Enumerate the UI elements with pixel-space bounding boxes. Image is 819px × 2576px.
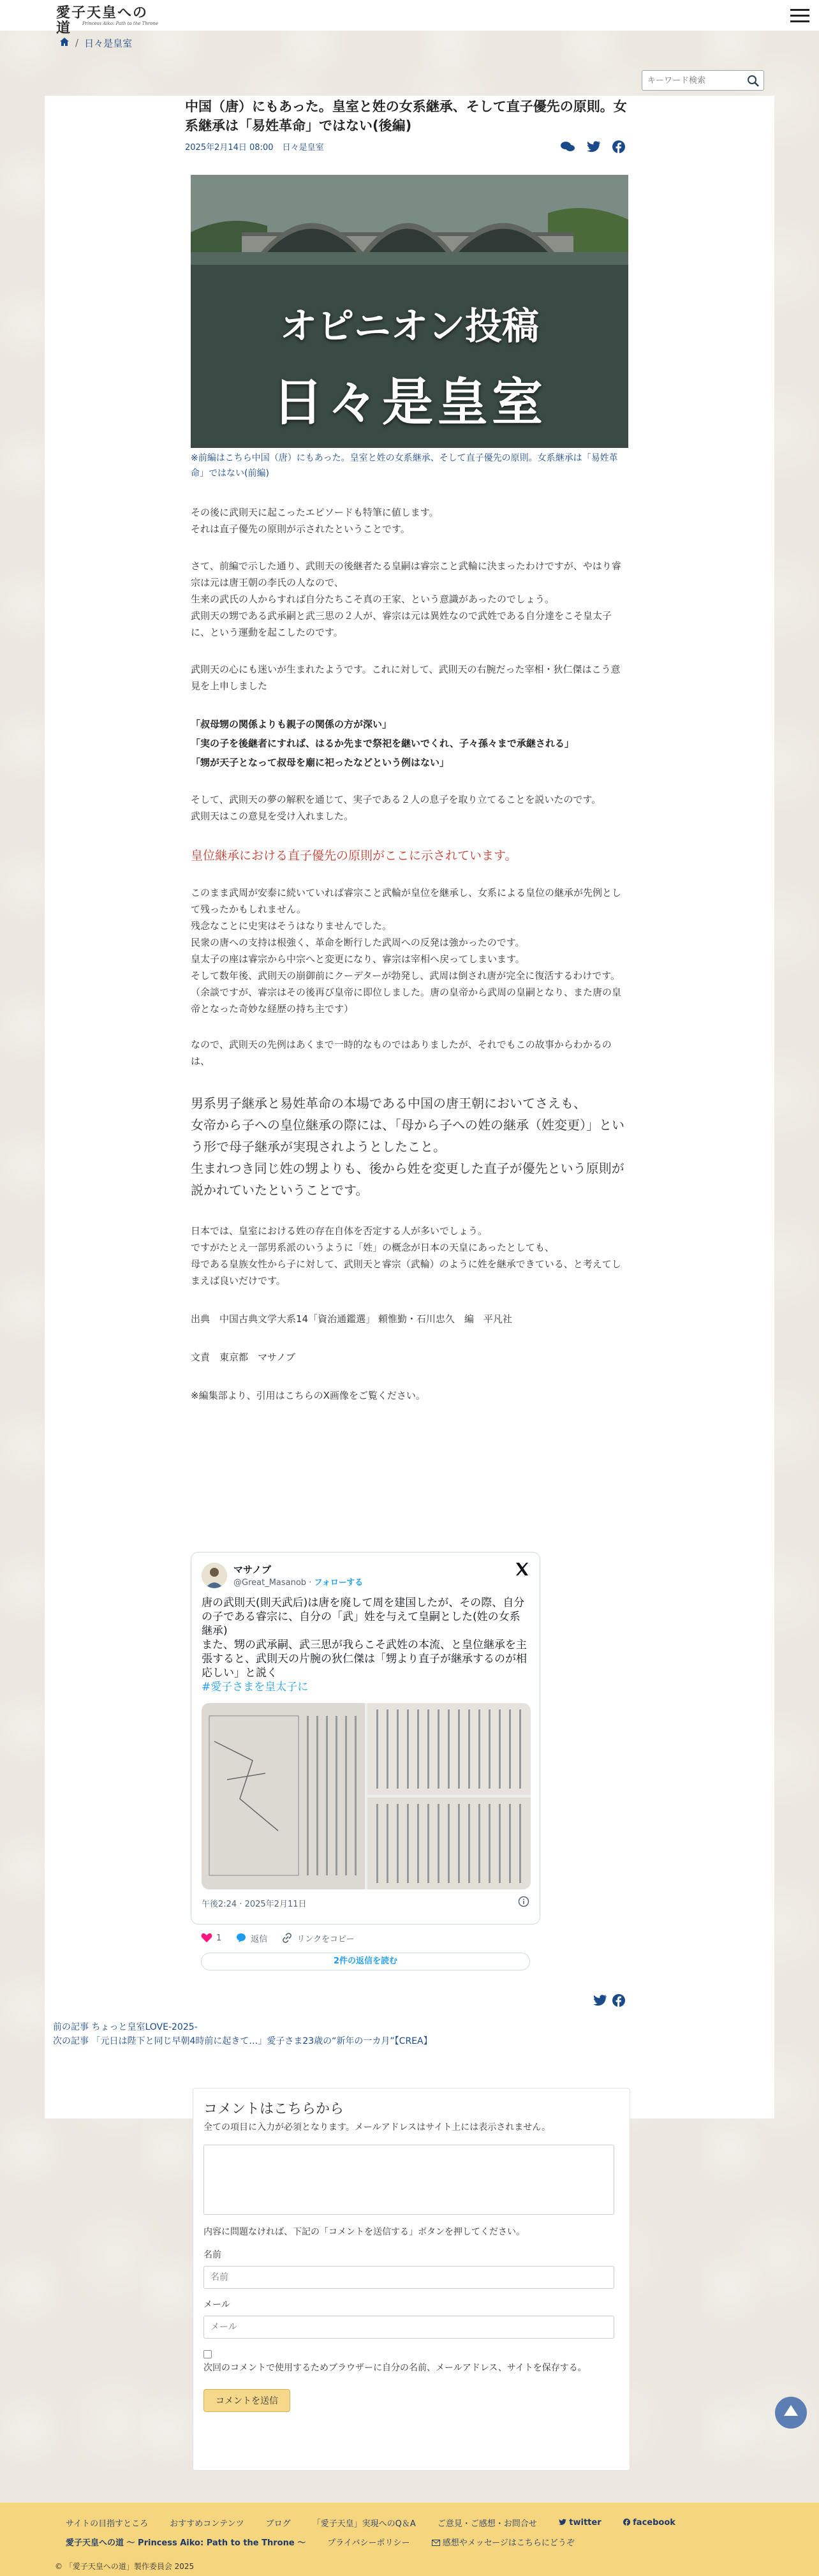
comment-textarea[interactable]	[203, 2145, 614, 2215]
paragraph: 生来の武氏の人からすれば自分たちこそ真の王家、という意識があったのでしょう。	[191, 593, 554, 605]
tweet-paragraph: また、甥の武承嗣、武三思が我らこそ武姓の本流、と皇位継承を主張すると、武則天の片腕の狄仁傑は「甥より直子が継承するのが相応しい」と説く	[202, 1639, 527, 1679]
previous-part-link[interactable]: ※前編はこちら中国（唐）にもあった。皇室と姓の女系継承、そして直子優先の原則。女系継承は「易姓革命」ではない(前編)	[191, 453, 618, 479]
footer-link[interactable]: ご意見・ご感想・お問合せ	[437, 2519, 537, 2529]
paragraph: それは直子優先の原則が示されたということです。	[191, 523, 410, 535]
search-icon[interactable]	[747, 75, 760, 87]
footer-link[interactable]: サイトの目指すところ	[66, 2519, 149, 2529]
name-label: 名前	[203, 2250, 221, 2260]
highlight-paragraph: 生まれつき同じ姓の甥よりも、後から姓を変更した直子が優先という原則が説かれていたということです。	[191, 1161, 624, 1198]
twitter-share-icon[interactable]	[587, 140, 601, 153]
facebook-share-icon[interactable]	[612, 140, 625, 153]
paragraph: 残念なことに史実はそうはなりませんでした。	[191, 920, 392, 932]
comment-title: コメントはこちらから	[203, 2101, 344, 2117]
footer-message-label: 感想やメッセージはこちらにどうぞ	[442, 2538, 575, 2548]
post-date: 2025年2月14日 08:00	[185, 143, 274, 153]
home-icon[interactable]	[59, 37, 70, 49]
footer-twitter-link[interactable]	[559, 2518, 601, 2528]
embedded-tweet[interactable]	[191, 1552, 540, 1925]
mail-icon	[432, 2540, 440, 2546]
save-info-checkbox[interactable]	[203, 2350, 212, 2358]
paragraph: そして数年後、武則天の崩御前にクーデターが勃発し、武周は倒され唐が完全に復活するわけです。	[191, 970, 621, 981]
info-icon[interactable]	[518, 1896, 529, 1907]
copyright: © 「愛子天皇への道」製作委員会 2025	[55, 2562, 195, 2571]
site-logo[interactable]	[56, 4, 158, 36]
link-icon	[281, 1933, 293, 1943]
highlight-paragraph: 女帝から子への皇位継承の際には、「母から子への姓の継承（姓変更）」という形で母子継承が実現されようとしたこと。	[191, 1117, 624, 1154]
footer-facebook-label: facebook	[633, 2517, 675, 2528]
footer-row-2	[66, 2532, 767, 2551]
paragraph: 武則天はこの意見を受け入れました。	[191, 810, 354, 822]
avatar[interactable]	[202, 1563, 227, 1588]
article-header	[185, 97, 631, 153]
highlight-paragraph: 男系男子継承と易姓革命の本場である中国の唐王朝においてさえも、	[191, 1096, 586, 1111]
source-citation: 出典 中国古典文学大系14「資治通鑑選」 頼惟勤・石川忠久 編 平凡社	[191, 1313, 512, 1325]
editor-note: ※編集部より、引用はこちらのX画像をご覧ください。	[191, 1390, 425, 1401]
read-replies-button[interactable]: 2件の返信を読む	[201, 1953, 530, 1970]
tweet-handle-text[interactable]: @Great_Masanob	[233, 1578, 307, 1588]
like-button[interactable]	[201, 1933, 221, 1943]
tweet-actions	[191, 1928, 540, 1977]
reply-button[interactable]	[235, 1932, 267, 1944]
quote-line: 「叔母甥の関係よりも親子の関係の方が深い」	[191, 718, 392, 730]
follow-button[interactable]: フォローする	[314, 1578, 364, 1588]
author-credit: 文責 東京都 マサノブ	[191, 1351, 295, 1363]
post-title: 中国（唐）にもあった。皇室と姓の女系継承、そして直子優先の原則。女系継承は「易姓革命」ではない(後編)	[185, 99, 627, 133]
logo-title: 愛子天皇への道	[56, 4, 149, 36]
hero-title-1: オピニオン投稿	[279, 304, 539, 348]
copy-link-button[interactable]	[281, 1932, 354, 1944]
tweet-action-row	[191, 1928, 540, 1947]
tweet-text	[202, 1596, 531, 1694]
post-navigation	[53, 2020, 432, 2048]
paragraph: ですがたとえ一部男系派のいうように「姓」の概念が日本の天皇にあったとしても、	[191, 1242, 554, 1253]
paragraph: さて、前編で示した通り、武則天の後継者たる皇嗣は睿宗こと武輪に決まったわけですが、やはり睿宗は元は唐王朝の李氏の人なので、	[191, 560, 621, 588]
footer-facebook-link[interactable]	[623, 2518, 675, 2528]
twitter-icon	[559, 2519, 566, 2526]
tweet-photo-2[interactable]	[367, 1703, 531, 1795]
twitter-share-icon[interactable]	[593, 1994, 607, 2007]
quote-line: 「実の子を後継者にすれば、はるか先まで祭祀を継いでくれ、子々孫々まで承継される」	[191, 738, 574, 749]
share-buttons-bottom	[593, 1994, 625, 2007]
copy-link-label: リンクをコピー	[297, 1934, 355, 1944]
tweet-photo-1[interactable]	[202, 1703, 365, 1889]
search-box	[642, 70, 764, 91]
paragraph: このまま武周が安泰に続いていれば睿宗こと武輪が皇位を継承し、女系による皇位の継承が先例として残ったかもしれません。	[191, 887, 622, 915]
prev-post-link[interactable]: 前の記事 ちょっと皇室LOVE-2025-	[53, 2022, 198, 2032]
paragraph: 日本では、皇室における姓の存在自体を否定する人が多いでしょう。	[191, 1225, 488, 1237]
tweet-paragraph: 唐の武則天(則天武后)は唐を廃して周を建国したが、その際、自分の子である睿宗に、自分の「武」姓を与えて皇嗣とした(姓の女系継承)	[202, 1597, 525, 1637]
comment-note: 全ての項目に入力が必須となります。メールアドレスはサイト上には表示されません。	[203, 2122, 551, 2133]
share-buttons-top	[560, 140, 631, 153]
facebook-icon	[623, 2519, 630, 2526]
hamburger-icon[interactable]	[789, 6, 811, 26]
save-info-label: 次回のコメントで使用するためブラウザーに自分の名前、メールアドレス、サイトを保存する。	[203, 2363, 587, 2373]
breadcrumb-category-link[interactable]: 日々是皇室	[84, 37, 133, 49]
post-meta	[185, 140, 631, 153]
footer-twitter-label: twitter	[569, 2517, 601, 2528]
next-post-link[interactable]: 次の記事 「元日は陛下と同じ早朝4時前に起きて…」愛子さま23歳の“新年の一カ月”【CREA】	[53, 2036, 432, 2046]
footer-link[interactable]: ブログ	[265, 2519, 291, 2529]
paragraph: 武則天の心にも迷いが生まれたようです。これに対して、武則天の右腕だった宰相・狄仁傑はこう意見を上申しました	[191, 664, 621, 692]
tweet-author-name[interactable]: マサノブ	[233, 1564, 271, 1575]
reply-icon	[235, 1933, 247, 1943]
comment-confirm-text: 内容に問題なければ、下記の「コメントを送信する」ボタンを押してください。	[203, 2227, 525, 2237]
x-logo-icon[interactable]	[514, 1561, 529, 1577]
tweet-photo-3[interactable]	[367, 1798, 531, 1889]
comment-form	[193, 2088, 630, 2471]
footer-message-link[interactable]	[432, 2536, 575, 2548]
heart-icon	[201, 1933, 212, 1943]
footer-link[interactable]: プライバシーポリシー	[327, 2538, 410, 2548]
article-body	[191, 450, 628, 1404]
reply-label: 返信	[251, 1934, 268, 1944]
paragraph: 民衆の唐への支持は根強く、革命を断行した武周への反発は強かったのです。	[191, 937, 525, 948]
paragraph: なので、武則天の先例はあくまで一時的なものではありましたが、それでもこの故事からわかるのは、	[191, 1039, 612, 1067]
submit-comment-button[interactable]: コメントを送信	[203, 2389, 290, 2412]
footer-row-1	[66, 2513, 767, 2532]
email-field[interactable]	[203, 2316, 614, 2339]
footer-links	[66, 2513, 767, 2551]
tweet-photos[interactable]	[202, 1703, 531, 1889]
footer-link[interactable]: 「愛子天皇」実現へのQ＆A	[312, 2519, 416, 2529]
site-header	[0, 0, 819, 36]
red-heading: 皇位継承における直子優先の原則がここに示されています。	[191, 849, 517, 863]
paragraph: 武則天の甥である武承嗣と武三思の２人が、睿宗は元は異姓なので武姓である自分達をこそ皇太子に、という運動を起こしたのです。	[191, 610, 612, 638]
hero-title-2: 日々是皇室	[272, 373, 547, 432]
logo-subtitle: Princess Aiko: Path to the Throne	[82, 21, 158, 26]
tweet-author-handle: @Great_Masanob · フォローする	[233, 1578, 364, 1588]
tweet-hashtag[interactable]: #愛子さまを皇太子に	[202, 1681, 309, 1694]
facebook-share-icon[interactable]	[612, 1994, 625, 2007]
search-input[interactable]	[642, 71, 738, 90]
paragraph: その後に武則天に起こったエピソードも特筆に値します。	[191, 507, 439, 518]
footer-link[interactable]: 愛子天皇への道 ～ Princess Aiko: Path to the Throne ～	[66, 2538, 306, 2548]
paragraph: 母である皇族女性から子に対して、武則天と睿宗（武輪）のように姓を継承できている、と考えてしまえば良いだけです。	[191, 1258, 621, 1286]
breadcrumb	[59, 35, 132, 50]
like-count: 1	[216, 1933, 222, 1943]
site-footer	[0, 2503, 819, 2576]
arrow-up-icon	[784, 2405, 798, 2416]
paragraph: そして、武則天の夢の解釈を通じて、実子である２人の息子を取り立てることを説いたのです。	[191, 794, 601, 805]
paragraph: 皇太子の座は睿宗から中宗へと変更になり、睿宗は宰相へ戻ってしまいます。	[191, 953, 525, 965]
back-to-top-button[interactable]	[775, 2397, 807, 2429]
email-label: メール	[203, 2300, 230, 2310]
paragraph: （余談ですが、睿宗はその後再び皇帝に即位しました。唐の皇帝から武周の皇嗣となり、また唐の皇帝となった奇妙な経歴の持ち主です）	[191, 986, 622, 1015]
post-category-link[interactable]: 日々是皇室	[282, 143, 324, 153]
breadcrumb-separator: /	[75, 37, 79, 48]
hero-image	[191, 175, 628, 448]
comment-icon[interactable]	[560, 140, 575, 153]
tweet-timestamp[interactable]: 午後2:24 · 2025年2月11日	[202, 1900, 307, 1909]
name-field[interactable]	[203, 2266, 614, 2289]
quote-line: 「甥が天子となって叔母を廟に祀ったなどという例はない」	[191, 757, 450, 768]
footer-link[interactable]: おすすめコンテンツ	[170, 2519, 244, 2529]
